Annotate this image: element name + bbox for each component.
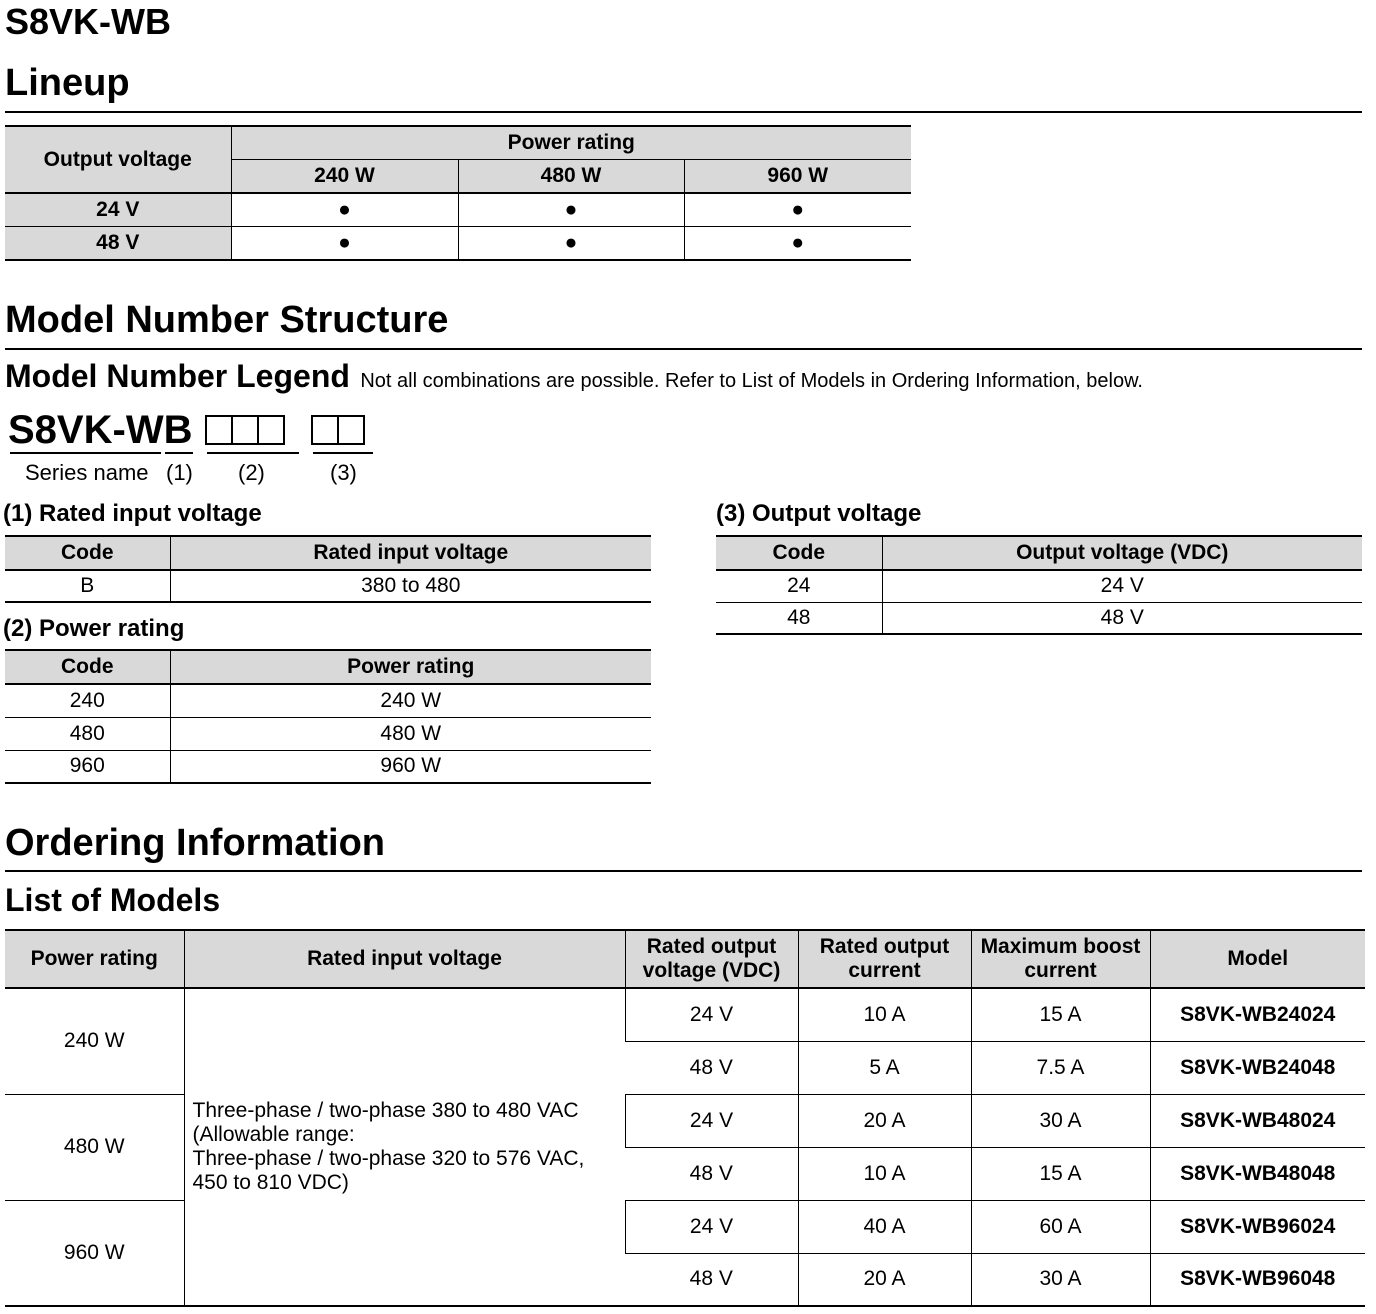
code1-underline xyxy=(165,452,193,454)
model-number-structure-heading: Model Number Structure xyxy=(5,299,449,341)
value-cell: 24 V xyxy=(882,570,1362,602)
power-rating-header: Power rating xyxy=(5,930,184,988)
code2-underline xyxy=(207,452,299,454)
voltage-cell: 24 V xyxy=(625,1094,798,1147)
lineup-table xyxy=(5,125,911,261)
code-cell: B xyxy=(5,570,170,602)
lineup-output-voltage-header: Output voltage xyxy=(5,126,231,193)
voltage-cell: 24 V xyxy=(625,1200,798,1253)
voltage-cell: 48 V xyxy=(625,1041,798,1094)
code-cell: 48 xyxy=(716,602,882,634)
input-voltage-cell: Three-phase / two-phase 380 to 480 VAC (Allowable range: Three-phase / two-phase 320 to 576 VAC, 450 to 810 VDC) xyxy=(184,988,625,1306)
table-row xyxy=(5,684,651,717)
code-cell: 960 xyxy=(5,750,170,783)
voltage-cell: 24 V xyxy=(625,988,798,1041)
lineup-row xyxy=(5,226,911,260)
power-group-cell: 480 W xyxy=(5,1094,184,1200)
code3-underline xyxy=(313,452,373,454)
lineup-col-240: 240 W xyxy=(231,159,458,193)
value-cell: 48 V xyxy=(882,602,1362,634)
rated-input-title: (1) Rated input voltage xyxy=(3,500,262,527)
value-cell: 480 W xyxy=(170,717,651,750)
model-cell: S8VK-WB24048 xyxy=(1150,1041,1365,1094)
series-name-caption: Series name xyxy=(25,460,149,485)
lineup-row-label: 48 V xyxy=(5,226,231,260)
boost-cell: 7.5 A xyxy=(971,1041,1150,1094)
rated-input-header: Rated input voltage xyxy=(184,930,625,988)
legend-note: Not all combinations are possible. Refer to List of Models in Ordering Information, below. xyxy=(360,370,1143,392)
series-underline xyxy=(10,452,161,454)
lineup-col-480: 480 W xyxy=(458,159,684,193)
legend-heading: Model Number Legend xyxy=(5,358,350,394)
current-cell: 10 A xyxy=(798,988,971,1041)
lineup-row xyxy=(5,193,911,226)
table-row xyxy=(716,570,1362,602)
series-code: S8VK-WB xyxy=(8,408,193,452)
boost-cell: 60 A xyxy=(971,1200,1150,1253)
current-cell: 20 A xyxy=(798,1253,971,1306)
lineup-mark: ● xyxy=(458,226,684,260)
lineup-mark: ● xyxy=(231,226,458,260)
boost-cell: 15 A xyxy=(971,1147,1150,1200)
caption-3: (3) xyxy=(330,460,357,485)
caption-1: (1) xyxy=(166,460,193,485)
model-cell: S8VK-WB48024 xyxy=(1150,1094,1365,1147)
lineup-row-label: 24 V xyxy=(5,193,231,226)
model-cell: S8VK-WB24024 xyxy=(1150,988,1365,1041)
lineup-mark: ● xyxy=(231,193,458,226)
output-voltage-table xyxy=(716,535,1362,635)
list-of-models-heading: List of Models xyxy=(5,882,221,918)
lineup-mark: ● xyxy=(684,193,911,226)
current-cell: 40 A xyxy=(798,1200,971,1253)
boost-cell: 30 A xyxy=(971,1253,1150,1306)
lineup-mark: ● xyxy=(458,193,684,226)
code-header: Code xyxy=(5,536,170,570)
code-cell: 480 xyxy=(5,717,170,750)
value-cell: 960 W xyxy=(170,750,651,783)
voltage-cell: 48 V xyxy=(625,1253,798,1306)
table-row xyxy=(5,570,651,602)
model-header: Model xyxy=(1150,930,1365,988)
power-group-cell: 960 W xyxy=(5,1200,184,1306)
power-group-cell: 240 W xyxy=(5,988,184,1094)
product-title: S8VK-WB xyxy=(5,1,172,42)
code-cell: 240 xyxy=(5,684,170,717)
rated-input-table xyxy=(5,535,651,603)
rated-output-current-header: Rated output current xyxy=(798,930,971,988)
lineup-col-960: 960 W xyxy=(684,159,911,193)
boost-cell: 15 A xyxy=(971,988,1150,1041)
code-cell: 24 xyxy=(716,570,882,602)
divider xyxy=(5,348,1362,350)
code-header: Code xyxy=(5,650,170,684)
legend-line xyxy=(5,360,1143,393)
rated-output-voltage-header: Rated output voltage (VDC) xyxy=(625,930,798,988)
model-cell: S8VK-WB96024 xyxy=(1150,1200,1365,1253)
boost-cell: 30 A xyxy=(971,1094,1150,1147)
lineup-heading: Lineup xyxy=(5,62,130,104)
table-row xyxy=(5,988,1365,1041)
table-row xyxy=(5,750,651,783)
rated-input-header: Rated input voltage xyxy=(170,536,651,570)
code-header: Code xyxy=(716,536,882,570)
caption-2: (2) xyxy=(238,460,265,485)
current-cell: 20 A xyxy=(798,1094,971,1147)
divider xyxy=(5,111,1362,113)
power-rating-table xyxy=(5,649,651,784)
current-cell: 5 A xyxy=(798,1041,971,1094)
lineup-power-rating-header: Power rating xyxy=(231,126,911,159)
ordering-heading: Ordering Information xyxy=(5,822,385,864)
output-voltage-title: (3) Output voltage xyxy=(716,500,922,527)
value-cell: 240 W xyxy=(170,684,651,717)
voltage-cell: 48 V xyxy=(625,1147,798,1200)
power-rating-header: Power rating xyxy=(170,650,651,684)
output-voltage-header: Output voltage (VDC) xyxy=(882,536,1362,570)
model-cell: S8VK-WB48048 xyxy=(1150,1147,1365,1200)
value-cell: 380 to 480 xyxy=(170,570,651,602)
table-row xyxy=(716,602,1362,634)
power-rating-title: (2) Power rating xyxy=(3,615,185,642)
model-cell: S8VK-WB96048 xyxy=(1150,1253,1365,1306)
code-boxes-3 xyxy=(311,415,363,445)
lineup-mark: ● xyxy=(684,226,911,260)
max-boost-current-header: Maximum boost current xyxy=(971,930,1150,988)
models-table xyxy=(5,929,1365,1307)
code-boxes-2 xyxy=(205,415,283,445)
current-cell: 10 A xyxy=(798,1147,971,1200)
divider xyxy=(5,870,1362,872)
table-row xyxy=(5,717,651,750)
